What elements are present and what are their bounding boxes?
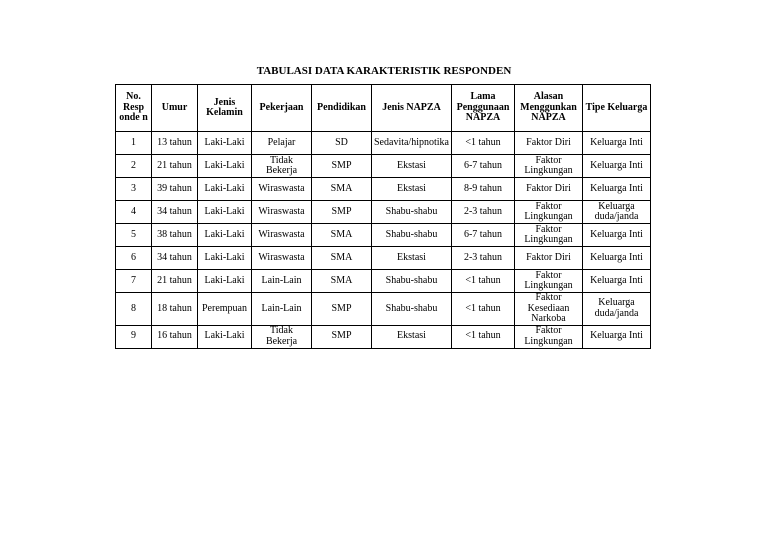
cell-no: 5 bbox=[116, 224, 152, 247]
cell-pekerjaan: Wiraswasta bbox=[252, 224, 312, 247]
cell-pendidikan: SMP bbox=[312, 155, 372, 178]
cell-jenis-kelamin: Perempuan bbox=[198, 293, 252, 326]
cell-no: 2 bbox=[116, 155, 152, 178]
cell-jenis-kelamin: Laki-Laki bbox=[198, 132, 252, 155]
cell-jenis-napza: Sedavita/hipnotika bbox=[372, 132, 452, 155]
cell-pendidikan: SMA bbox=[312, 178, 372, 201]
cell-alasan: Faktor Lingkungan bbox=[515, 224, 583, 247]
col-header-no: No. Resp onde n bbox=[116, 85, 152, 132]
cell-tipe-keluarga: Keluarga Inti bbox=[583, 224, 651, 247]
cell-pendidikan: SMP bbox=[312, 293, 372, 326]
col-header-jenis-kelamin: Jenis Kelamin bbox=[198, 85, 252, 132]
cell-tipe-keluarga: Keluarga Inti bbox=[583, 325, 651, 348]
cell-tipe-keluarga: Keluarga duda/janda bbox=[583, 293, 651, 326]
col-header-alasan: Alasan Menggunkan NAPZA bbox=[515, 85, 583, 132]
table-body bbox=[116, 132, 651, 349]
cell-jenis-napza: Shabu-shabu bbox=[372, 293, 452, 326]
cell-jenis-kelamin: Laki-Laki bbox=[198, 178, 252, 201]
cell-lama-penggunaan: 6-7 tahun bbox=[452, 224, 515, 247]
cell-lama-penggunaan: 8-9 tahun bbox=[452, 178, 515, 201]
cell-jenis-napza: Shabu-shabu bbox=[372, 201, 452, 224]
cell-umur: 21 tahun bbox=[152, 155, 198, 178]
col-header-lama-penggunaan: Lama Penggunaan NAPZA bbox=[452, 85, 515, 132]
cell-lama-penggunaan: 2-3 tahun bbox=[452, 201, 515, 224]
cell-lama-penggunaan: <1 tahun bbox=[452, 270, 515, 293]
cell-alasan: Faktor Diri bbox=[515, 247, 583, 270]
cell-jenis-napza: Ekstasi bbox=[372, 247, 452, 270]
cell-pendidikan: SMA bbox=[312, 270, 372, 293]
cell-tipe-keluarga: Keluarga Inti bbox=[583, 270, 651, 293]
col-header-tipe-keluarga: Tipe Keluarga bbox=[583, 85, 651, 132]
cell-jenis-napza: Shabu-shabu bbox=[372, 270, 452, 293]
cell-pendidikan: SMA bbox=[312, 224, 372, 247]
cell-no: 8 bbox=[116, 293, 152, 326]
cell-pendidikan: SMP bbox=[312, 201, 372, 224]
table-row bbox=[116, 293, 651, 326]
cell-tipe-keluarga: Keluarga duda/janda bbox=[583, 201, 651, 224]
document-title: TABULASI DATA KARAKTERISTIK RESPONDEN bbox=[256, 65, 512, 77]
cell-jenis-napza: Ekstasi bbox=[372, 155, 452, 178]
cell-tipe-keluarga: Keluarga Inti bbox=[583, 132, 651, 155]
header-row bbox=[116, 85, 651, 132]
cell-pendidikan: SMP bbox=[312, 325, 372, 348]
cell-pekerjaan: Wiraswasta bbox=[252, 201, 312, 224]
cell-pekerjaan: Tidak Bekerja bbox=[252, 325, 312, 348]
cell-pendidikan: SD bbox=[312, 132, 372, 155]
respondent-table bbox=[115, 84, 651, 349]
cell-jenis-kelamin: Laki-Laki bbox=[198, 247, 252, 270]
col-header-pekerjaan: Pekerjaan bbox=[252, 85, 312, 132]
cell-pekerjaan: Wiraswasta bbox=[252, 247, 312, 270]
cell-jenis-kelamin: Laki-Laki bbox=[198, 155, 252, 178]
cell-lama-penggunaan: <1 tahun bbox=[452, 132, 515, 155]
cell-no: 4 bbox=[116, 201, 152, 224]
cell-no: 9 bbox=[116, 325, 152, 348]
cell-no: 3 bbox=[116, 178, 152, 201]
cell-umur: 34 tahun bbox=[152, 247, 198, 270]
cell-jenis-napza: Ekstasi bbox=[372, 178, 452, 201]
cell-jenis-kelamin: Laki-Laki bbox=[198, 224, 252, 247]
cell-alasan: Faktor Lingkungan bbox=[515, 325, 583, 348]
cell-pekerjaan: Lain-Lain bbox=[252, 293, 312, 326]
table-row bbox=[116, 155, 651, 178]
cell-jenis-kelamin: Laki-Laki bbox=[198, 201, 252, 224]
table-row bbox=[116, 247, 651, 270]
cell-pendidikan: SMA bbox=[312, 247, 372, 270]
cell-tipe-keluarga: Keluarga Inti bbox=[583, 247, 651, 270]
col-header-jenis-napza: Jenis NAPZA bbox=[372, 85, 452, 132]
cell-tipe-keluarga: Keluarga Inti bbox=[583, 155, 651, 178]
cell-alasan: Faktor Lingkungan bbox=[515, 270, 583, 293]
cell-pekerjaan: Tidak Bekerja bbox=[252, 155, 312, 178]
cell-tipe-keluarga: Keluarga Inti bbox=[583, 178, 651, 201]
table-row bbox=[116, 132, 651, 155]
cell-pekerjaan: Lain-Lain bbox=[252, 270, 312, 293]
cell-umur: 38 tahun bbox=[152, 224, 198, 247]
table-row bbox=[116, 270, 651, 293]
table-row bbox=[116, 224, 651, 247]
cell-pekerjaan: Pelajar bbox=[252, 132, 312, 155]
cell-lama-penggunaan: 6-7 tahun bbox=[452, 155, 515, 178]
cell-umur: 39 tahun bbox=[152, 178, 198, 201]
cell-lama-penggunaan: <1 tahun bbox=[452, 293, 515, 326]
cell-alasan: Faktor Kesediaan Narkoba bbox=[515, 293, 583, 326]
cell-jenis-kelamin: Laki-Laki bbox=[198, 270, 252, 293]
cell-no: 6 bbox=[116, 247, 152, 270]
cell-no: 1 bbox=[116, 132, 152, 155]
cell-alasan: Faktor Diri bbox=[515, 178, 583, 201]
cell-umur: 34 tahun bbox=[152, 201, 198, 224]
table-row bbox=[116, 325, 651, 348]
cell-pekerjaan: Wiraswasta bbox=[252, 178, 312, 201]
cell-alasan: Faktor Lingkungan bbox=[515, 201, 583, 224]
cell-umur: 13 tahun bbox=[152, 132, 198, 155]
col-header-umur: Umur bbox=[152, 85, 198, 132]
cell-umur: 16 tahun bbox=[152, 325, 198, 348]
table-row bbox=[116, 201, 651, 224]
cell-alasan: Faktor Lingkungan bbox=[515, 155, 583, 178]
cell-lama-penggunaan: <1 tahun bbox=[452, 325, 515, 348]
cell-alasan: Faktor Diri bbox=[515, 132, 583, 155]
cell-jenis-napza: Shabu-shabu bbox=[372, 224, 452, 247]
table-row bbox=[116, 178, 651, 201]
cell-jenis-napza: Ekstasi bbox=[372, 325, 452, 348]
cell-no: 7 bbox=[116, 270, 152, 293]
cell-jenis-kelamin: Laki-Laki bbox=[198, 325, 252, 348]
cell-umur: 21 tahun bbox=[152, 270, 198, 293]
cell-umur: 18 tahun bbox=[152, 293, 198, 326]
cell-lama-penggunaan: 2-3 tahun bbox=[452, 247, 515, 270]
col-header-pendidikan: Pendidikan bbox=[312, 85, 372, 132]
